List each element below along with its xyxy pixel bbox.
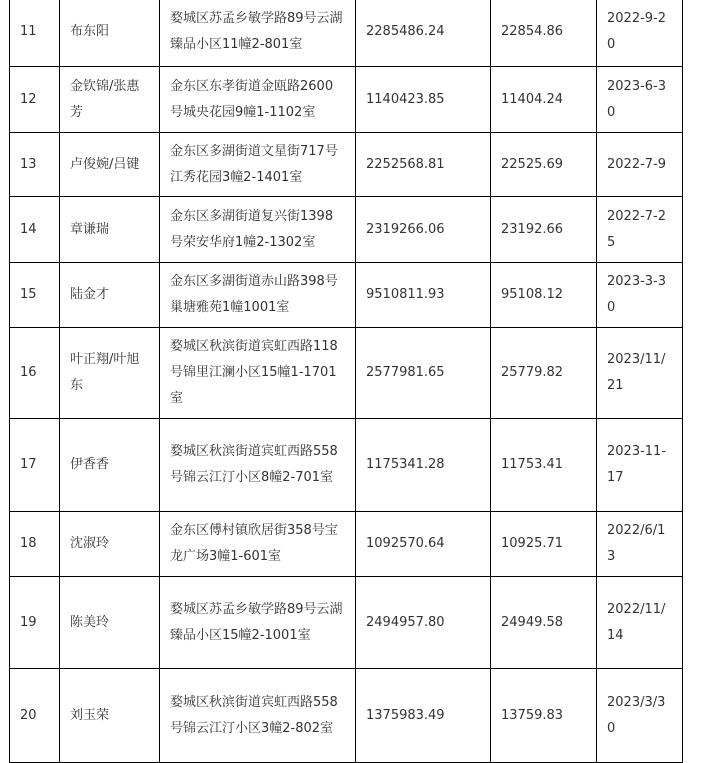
table-row xyxy=(10,263,683,328)
deposit: 23192.66 xyxy=(491,197,597,263)
property-address: 婺城区秋滨街道宾虹西路558号锦云江汀小区3幢2-802室 xyxy=(160,669,356,763)
owner-name: 卢俊婉/吕键 xyxy=(60,133,160,197)
owner-name: 沈淑玲 xyxy=(60,512,160,577)
owner-name: 布东阳 xyxy=(60,0,160,67)
date: 2023/11/21 xyxy=(597,328,683,419)
owner-name: 刘玉荣 xyxy=(60,669,160,763)
deposit: 95108.12 xyxy=(491,263,597,328)
amount: 1092570.64 xyxy=(356,512,491,577)
row-number: 17 xyxy=(10,419,60,512)
property-address: 金东区多湖街道文星街717号江秀花园3幢2-1401室 xyxy=(160,133,356,197)
date: 2022-9-20 xyxy=(597,0,683,67)
amount: 1375983.49 xyxy=(356,669,491,763)
property-address: 婺城区秋滨街道宾虹西路118号锦里江澜小区15幢1-1701室 xyxy=(160,328,356,419)
amount: 9510811.93 xyxy=(356,263,491,328)
row-number: 15 xyxy=(10,263,60,328)
amount: 2494957.80 xyxy=(356,577,491,669)
row-number: 11 xyxy=(10,0,60,67)
deposit: 24949.58 xyxy=(491,577,597,669)
amount: 1140423.85 xyxy=(356,67,491,133)
table-row xyxy=(10,67,683,133)
property-address: 金东区多湖街道赤山路398号巢塘雅苑1幢1001室 xyxy=(160,263,356,328)
property-address: 金东区多湖街道复兴街1398号荣安华府1幢2-1302室 xyxy=(160,197,356,263)
deposit: 25779.82 xyxy=(491,328,597,419)
owner-name: 陈美玲 xyxy=(60,577,160,669)
date: 2023-6-30 xyxy=(597,67,683,133)
date: 2022-7-9 xyxy=(597,133,683,197)
date: 2022-7-25 xyxy=(597,197,683,263)
date: 2023-3-30 xyxy=(597,263,683,328)
row-number: 20 xyxy=(10,669,60,763)
row-number: 12 xyxy=(10,67,60,133)
table-row xyxy=(10,669,683,763)
table-row xyxy=(10,197,683,263)
property-address: 婺城区秋滨街道宾虹西路558号锦云江汀小区8幢2-701室 xyxy=(160,419,356,512)
amount: 2285486.24 xyxy=(356,0,491,67)
owner-name: 金钦锦/张惠芳 xyxy=(60,67,160,133)
owner-name: 陆金才 xyxy=(60,263,160,328)
date: 2023-11-17 xyxy=(597,419,683,512)
table-row xyxy=(10,419,683,512)
property-address: 婺城区苏孟乡敏学路89号云湖臻品小区11幢2-801室 xyxy=(160,0,356,67)
amount: 2577981.65 xyxy=(356,328,491,419)
row-number: 19 xyxy=(10,577,60,669)
table-row xyxy=(10,0,683,67)
deposit: 22854.86 xyxy=(491,0,597,67)
deposit: 11404.24 xyxy=(491,67,597,133)
date: 2022/11/14 xyxy=(597,577,683,669)
deposit: 22525.69 xyxy=(491,133,597,197)
owner-name: 章谦瑞 xyxy=(60,197,160,263)
amount: 2319266.06 xyxy=(356,197,491,263)
owner-name: 伊香香 xyxy=(60,419,160,512)
table-row xyxy=(10,512,683,577)
row-number: 14 xyxy=(10,197,60,263)
property-address: 金东区东孝街道金瓯路2600号城央花园9幢1-1102室 xyxy=(160,67,356,133)
table-row xyxy=(10,328,683,419)
owner-name: 叶正翔/叶旭东 xyxy=(60,328,160,419)
table-row xyxy=(10,577,683,669)
deposit: 10925.71 xyxy=(491,512,597,577)
table-row xyxy=(10,133,683,197)
date: 2022/6/13 xyxy=(597,512,683,577)
property-address: 金东区傅村镇欣居街358号宝龙广场3幢1-601室 xyxy=(160,512,356,577)
row-number: 13 xyxy=(10,133,60,197)
deposit: 13759.83 xyxy=(491,669,597,763)
amount: 2252568.81 xyxy=(356,133,491,197)
amount: 1175341.28 xyxy=(356,419,491,512)
date: 2023/3/30 xyxy=(597,669,683,763)
row-number: 18 xyxy=(10,512,60,577)
property-table xyxy=(9,0,683,763)
deposit: 11753.41 xyxy=(491,419,597,512)
row-number: 16 xyxy=(10,328,60,419)
property-address: 婺城区苏孟乡敏学路89号云湖臻品小区15幢2-1001室 xyxy=(160,577,356,669)
